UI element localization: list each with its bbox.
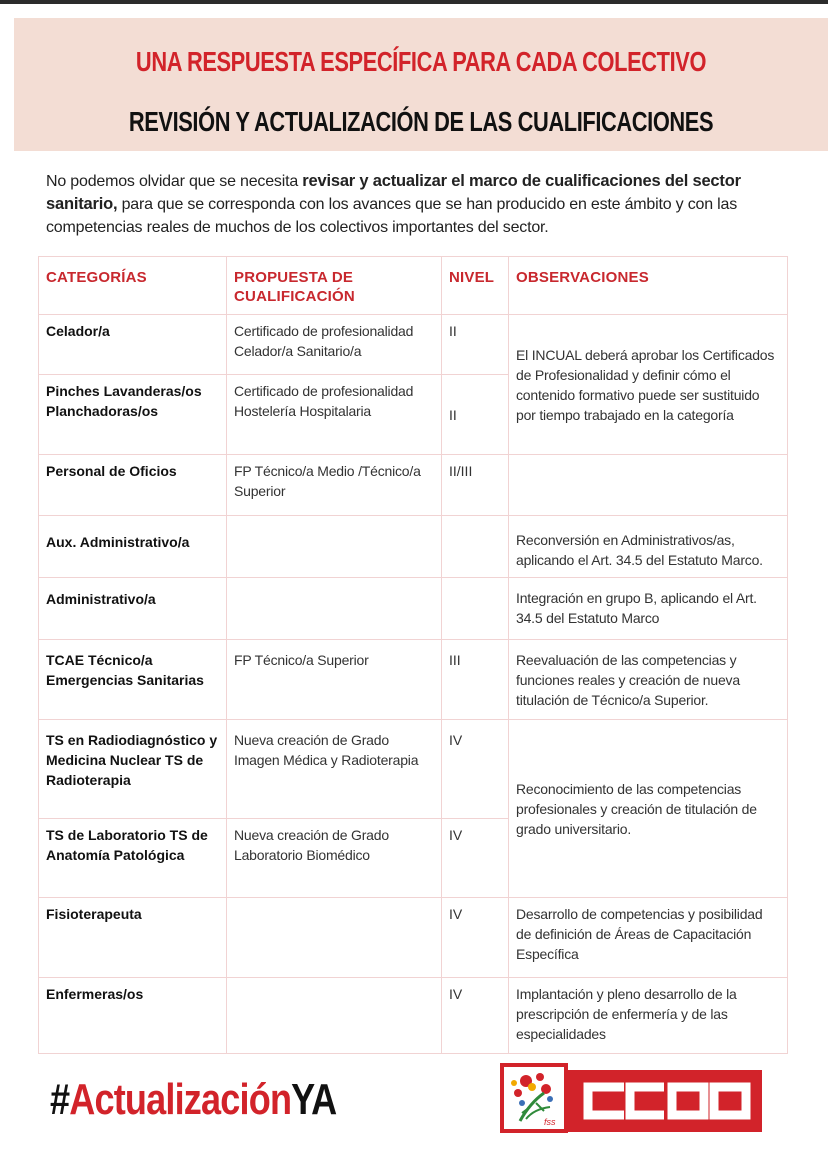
row-observations: Integración en grupo B, aplicando el Art. 34.5 del Estatuto Marco [509,578,788,640]
row-observations [509,455,788,516]
row-proposal [227,898,442,978]
row-observations: Reevaluación de las competencias y funciones reales y creación de nueva titulación de Técnico/a Superior. [509,640,788,720]
row-level: II [442,375,509,455]
row-category: TS de Laboratorio TS de Anatomía Patológica [39,819,227,898]
row-level: IV [442,898,509,978]
row-proposal: FP Técnico/a Medio /Técnico/a Superior [227,455,442,516]
hashtag-banner [50,1075,336,1125]
header-categorias: CATEGORÍAS [39,257,227,315]
table-row [39,978,788,1054]
intro-paragraph [46,170,784,239]
row-level: II/III [442,455,509,516]
row-level: II [442,315,509,375]
row-observations: Reconversión en Administrativos/as, aplicando el Art. 34.5 del Estatuto Marco. [509,516,788,578]
intro-rest: para que se corresponda con los avances que se han producido en este ámbito y con las competencias reales de muchos de los colectivos importantes del sector. [46,196,738,236]
row-level [442,516,509,578]
header-propuesta: PROPUESTA DE CUALIFICACIÓN [227,257,442,315]
row-proposal: FP Técnico/a Superior [227,640,442,720]
row-proposal: Certificado de profesionalidad Celador/a Sanitario/a [227,315,442,375]
page-title: UNA RESPUESTA ESPECÍFICA PARA CADA COLECTIVO [135,46,707,77]
row-level: IV [442,720,509,819]
table-row [39,898,788,978]
ccoo-logo [568,1070,762,1132]
row-level: IV [442,978,509,1054]
row-proposal: Nueva creación de Grado Laboratorio Biomédico [227,819,442,898]
table-row [39,315,788,375]
row-observations: Desarrollo de competencias y posibilidad de definición de Áreas de Capacitación Específica [509,898,788,978]
row-category: TCAE Técnico/a Emergencias Sanitarias [39,640,227,720]
row-category: Enfermeras/os [39,978,227,1054]
header-banner [14,18,828,151]
intro-lead: No podemos olvidar que se necesita [46,173,303,190]
row-category: TS en Radiodiagnóstico y Medicina Nuclear TS de Radioterapia [39,720,227,819]
table-header-row [39,257,788,315]
top-border [0,0,828,4]
qualifications-table [38,256,788,1054]
hashtag-end: YA [291,1075,337,1124]
row-category: Celador/a [39,315,227,375]
row-category: Administrativo/a [39,578,227,640]
page-subtitle: REVISIÓN Y ACTUALIZACIÓN DE LAS CUALIFICACIONES [128,106,714,137]
table-row [39,455,788,516]
header-nivel: NIVEL [442,257,509,315]
table-row [39,720,788,819]
fss-flower-icon [500,1063,568,1133]
row-level: III [442,640,509,720]
row-proposal: Certificado de profesionalidad Hostelería Hospitalaria [227,375,442,455]
table-row [39,516,788,578]
header-observaciones: OBSERVACIONES [509,257,788,315]
row-category: Fisioterapeuta [39,898,227,978]
table-row [39,578,788,640]
hashtag-hash: # [50,1075,70,1124]
row-proposal [227,516,442,578]
ccoo-wordmark-icon [568,1070,762,1132]
row-proposal: Nueva creación de Grado Imagen Médica y Radioterapia [227,720,442,819]
fss-text: fss [544,1117,556,1127]
fss-logo [500,1063,568,1133]
row-category: Aux. Administrativo/a [39,516,227,578]
row-observations-merged: El INCUAL deberá aprobar los Certificados de Profesionalidad y definir cómo el contenido formativo puede ser sustituido por tiempo trabajado en la categoría [509,315,788,455]
hashtag-red: Actualización [69,1075,292,1124]
row-category: Pinches Lavanderas/os Planchadoras/os [39,375,227,455]
row-observations: Implantación y pleno desarrollo de la prescripción de enfermería y de las especialidades [509,978,788,1054]
row-level [442,578,509,640]
row-proposal [227,978,442,1054]
row-level: IV [442,819,509,898]
intro-bold: revisar y actualizar el marco de cualificaciones del sector sanitario, [46,172,741,213]
row-observations-merged: Reconocimiento de las competencias profesionales y creación de titulación de grado universitario. [509,720,788,898]
row-category: Personal de Oficios [39,455,227,516]
table-row [39,640,788,720]
row-proposal [227,578,442,640]
